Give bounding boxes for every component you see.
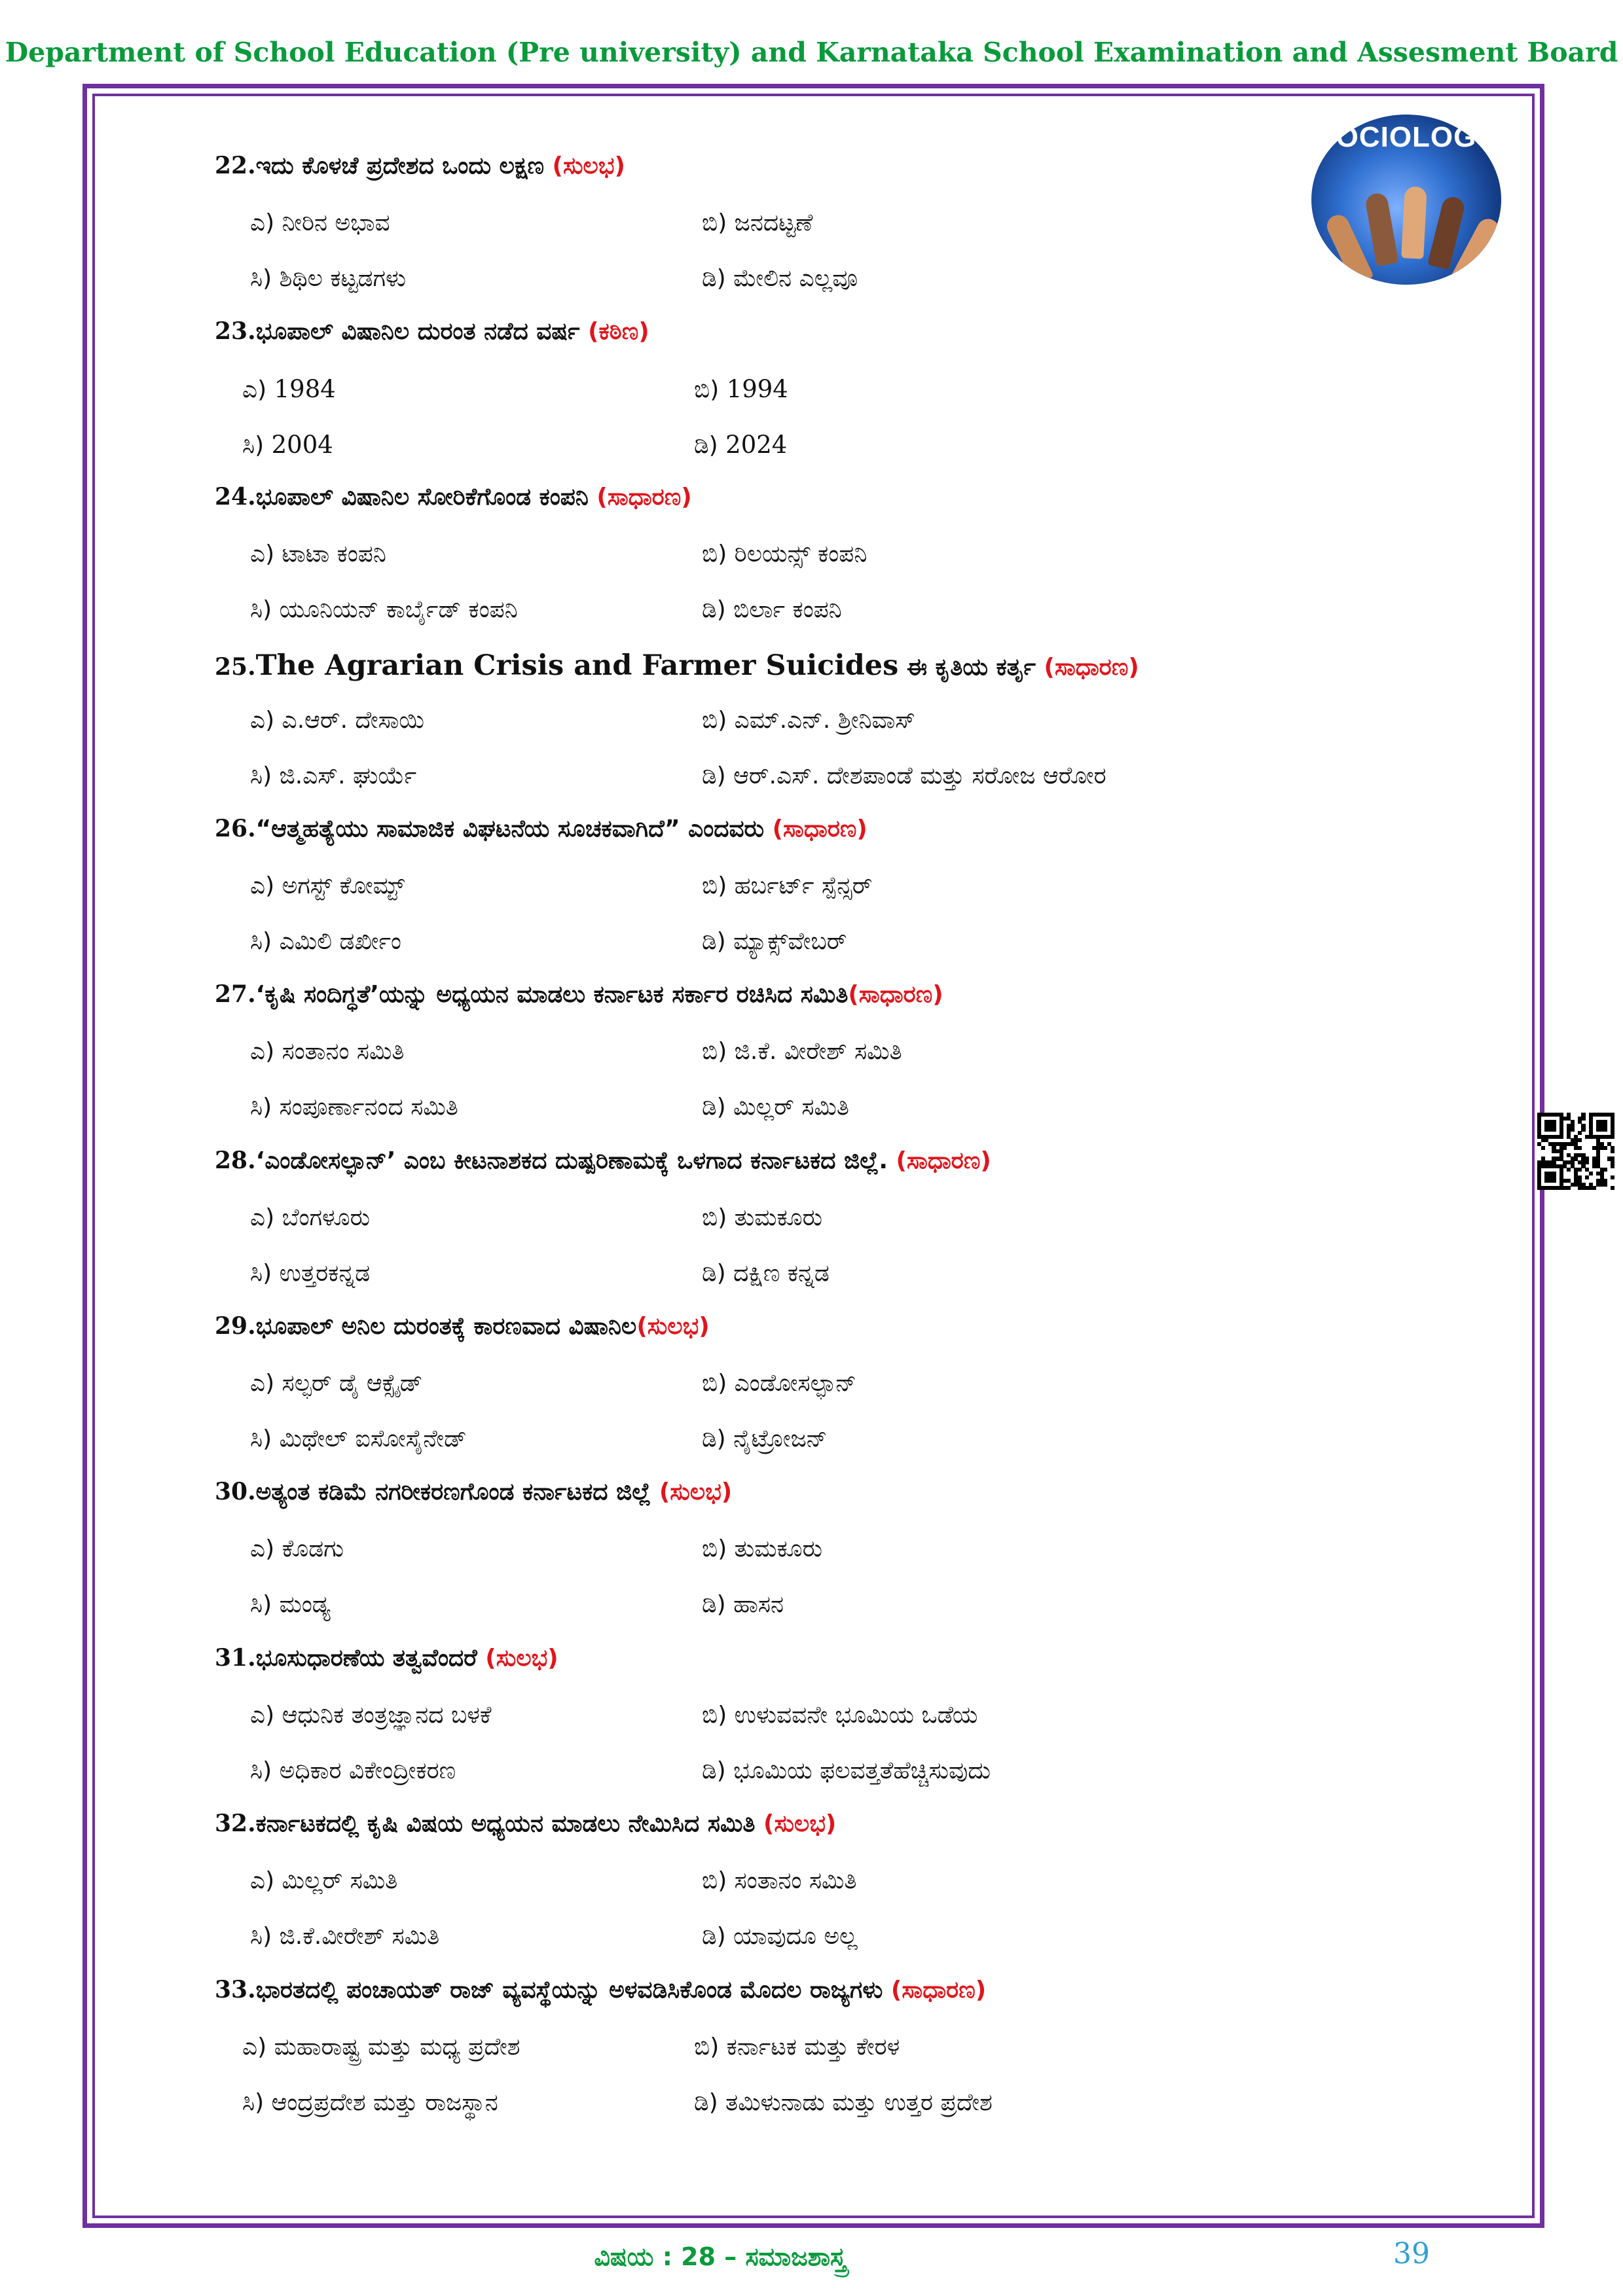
answer-option	[702, 1535, 822, 1563]
answer-option-text: ಸಿ) ಉತ್ತರಕನ್ನಡ	[250, 1260, 371, 1287]
answer-option-text: ಡಿ) ತಮಿಳುನಾಡು ಮತ್ತು ಉತ್ತರ ಪ್ರದೇಶ	[694, 2089, 993, 2116]
answer-option-text: ಸಿ) ಮಂಡ್ಯ	[250, 1591, 331, 1618]
difficulty-label: (ಸಾಧಾರಣ)	[772, 816, 867, 842]
question-number: 29.	[215, 1312, 256, 1340]
answer-option	[250, 872, 405, 900]
question-31	[215, 1644, 558, 1672]
answer-option-text: ಬಿ) ಎಂಡೋಸಲ್ಫಾನ್	[702, 1370, 857, 1397]
answer-option-text: ಡಿ)	[694, 432, 726, 459]
sociology-logo	[1311, 115, 1501, 285]
difficulty-label: (ಸುಲಭ)	[485, 1645, 558, 1672]
answer-option	[250, 265, 406, 293]
answer-option-text: ಸಿ) ಜಿ.ಕೆ.ವೀರೇಶ್ ಸಮಿತಿ	[250, 1923, 440, 1950]
answer-option-text: ಸಿ) ಜಿ.ಎಸ್. ಘುರ್ಯೆ	[250, 762, 417, 789]
answer-option	[250, 1867, 397, 1895]
answer-option	[702, 762, 1106, 790]
answer-option	[250, 1591, 331, 1619]
answer-option-text: ಸಿ) ಯೂನಿಯನ್ ಕಾರ್ಬೈಡ್ ಕಂಪನಿ	[250, 596, 518, 623]
difficulty-label: (ಸುಲಭ)	[552, 152, 625, 179]
answer-option-text: ಡಿ) ನೈಟ್ರೋಜನ್	[702, 1426, 828, 1452]
answer-option-text: ಬಿ) ರಿಲಯನ್ಸ್ ಕಂಪನಿ	[702, 541, 867, 567]
answer-option-year: 2004	[271, 431, 333, 459]
answer-option	[250, 928, 401, 956]
answer-option	[250, 1702, 492, 1729]
footer-subject: ವಿಷಯ : 28 – ಸಮಾಜಶಾಸ್ತ್ರ	[594, 2242, 847, 2271]
answer-option-text: ಡಿ) ಯಾವುದೂ ಅಲ್ಲ	[702, 1923, 858, 1950]
difficulty-label: (ಸಾಧಾರಣ)	[1044, 654, 1139, 681]
answer-option	[702, 928, 847, 956]
question-text: ‘ಕೃಷಿ ಸಂದಿಗ್ಧತೆ’ಯನ್ನು ಅಧ್ಯಯನ ಮಾಡಲು ಕರ್ನಾಟಕ ಸರ್ಕಾರ ರಚಿಸಿದ ಸಮಿತಿ	[255, 981, 848, 1008]
answer-option-text: ಎ) ಸಂತಾನಂ ಸಮಿತಿ	[250, 1038, 405, 1065]
answer-option	[702, 1260, 830, 1287]
answer-option	[702, 1757, 991, 1785]
answer-option-text: ಸಿ) ಶಿಥಿಲ ಕಟ್ಟಡಗಳು	[250, 265, 407, 292]
answer-option-text: ಎ) ಸಲ್ಫರ್ ಡೈ ಆಕ್ಸೈಡ್	[250, 1370, 423, 1397]
answer-option	[250, 1204, 370, 1232]
difficulty-label: (ಸುಲಭ)	[636, 1313, 710, 1340]
question-26	[215, 815, 867, 843]
answer-option	[702, 1702, 977, 1729]
answer-option-text: ಬಿ) ತುಮಕೂರು	[702, 1535, 823, 1562]
answer-option	[694, 431, 787, 459]
answer-option	[694, 2034, 900, 2061]
answer-option	[702, 209, 812, 237]
difficulty-label: (ಕಠಿಣ)	[588, 318, 649, 345]
question-text: ಇದು ಕೊಳಚೆ ಪ್ರದೇಶದ ಒಂದು ಲಕ್ಷಣ	[255, 152, 553, 179]
answer-option-text: ಸಿ) ಆಂದ್ರಪ್ರದೇಶ ಮತ್ತು ರಾಜಸ್ಥಾನ	[242, 2089, 498, 2116]
answer-option	[702, 596, 842, 624]
question-text: “ಆತ್ಮಹತ್ಯೆಯು ಸಾಮಾಜಿಕ ವಿಘಟನೆಯ ಸೂಚಕವಾಗಿದೆ” ಎಂದವರು	[255, 816, 773, 842]
answer-option	[250, 707, 424, 734]
difficulty-label: (ಸುಲಭ)	[763, 1810, 837, 1837]
question-text: ಈ ಕೃತಿಯ ಕರ್ತೃ	[898, 654, 1044, 681]
answer-option	[702, 541, 867, 568]
question-number: 25.	[215, 653, 256, 681]
question-number: 26.	[215, 815, 256, 842]
answer-option-text: ಬಿ) ತುಮಕೂರು	[702, 1204, 823, 1231]
answer-option-text: ಎ)	[242, 376, 274, 403]
question-29	[215, 1312, 710, 1340]
answer-option	[242, 431, 333, 459]
answer-option-text: ಬಿ) ಜಿ.ಕೆ. ವೀರೇಶ್ ಸಮಿತಿ	[702, 1038, 902, 1065]
question-text: ಕರ್ನಾಟಕದಲ್ಲಿ ಕೃಷಿ ವಿಷಯ ಅಧ್ಯಯನ ಮಾಡಲು ನೇಮಿಸಿದ ಸಮಿತಿ	[255, 1810, 763, 1837]
answer-option-text: ಡಿ) ಹಾಸನ	[702, 1591, 784, 1618]
answer-option	[694, 375, 788, 404]
answer-option	[250, 541, 386, 568]
question-text: ಅತ್ಯಂತ ಕಡಿಮೆ ನಗರೀಕರಣಗೊಂಡ ಕರ್ನಾಟಕದ ಜಿಲ್ಲೆ	[255, 1479, 659, 1505]
answer-option-text: ಎ) ಮಿಲ್ಲರ್ ಸಮಿತಿ	[250, 1867, 398, 1894]
answer-option-text: ಬಿ) ಕರ್ನಾಟಕ ಮತ್ತು ಕೇರಳ	[694, 2034, 900, 2060]
difficulty-label: (ಸಾಧಾರಣ)	[890, 1977, 987, 2003]
answer-option-year: 1994	[726, 375, 788, 403]
question-32	[215, 1810, 836, 1838]
answer-option-text: ಬಿ) ಎಮ್.ಎನ್. ಶ್ರೀನಿವಾಸ್	[702, 707, 916, 734]
answer-option-text: ಡಿ) ಮ್ಯಾಕ್ಸ್‌ವೇಬರ್	[702, 928, 847, 955]
answer-option	[702, 1038, 902, 1066]
qr-code	[1537, 1113, 1614, 1190]
answer-option-year: 1984	[274, 375, 336, 403]
answer-option	[702, 1923, 858, 1950]
answer-option	[702, 1591, 784, 1619]
question-text: ‘ಎಂಡೋಸಲ್ಫಾನ್’ ಎಂಬ ಕೀಟನಾಶಕದ ದುಷ್ಪರಿಣಾಮಕ್ಕೆ ಒಳಗಾದ ಕರ್ನಾಟಕದ ಜಿಲ್ಲೆ.	[255, 1147, 896, 1174]
answer-option-text: ಎ) ಬೆಂಗಳೂರು	[250, 1204, 371, 1231]
answer-option-text: ಬಿ)	[694, 376, 727, 403]
answer-option-text: ಎ) ಟಾಟಾ ಕಂಪನಿ	[250, 541, 386, 567]
answer-option-text: ಬಿ) ಹರ್ಬರ್ಟ್ ಸ್ಪೆನ್ಸರ್	[702, 872, 873, 899]
difficulty-label: (ಸಾಧಾರಣ)	[896, 1147, 991, 1174]
answer-option	[250, 1094, 458, 1121]
answer-option	[702, 1426, 827, 1453]
question-number: 23.	[215, 317, 256, 345]
answer-option	[250, 209, 390, 237]
question-number: 31.	[215, 1644, 256, 1672]
answer-option-text: ಸಿ)	[242, 432, 272, 459]
answer-option-year: 2024	[725, 431, 788, 459]
question-28	[215, 1147, 991, 1175]
answer-option-text: ಎ) ಅಗಸ್ಟ್ ಕೋಮ್ಟ್	[250, 872, 405, 899]
answer-option	[694, 2089, 993, 2117]
answer-option-text: ಎ) ಎ.ಆರ್. ದೇಸಾಯಿ	[250, 707, 425, 734]
answer-option-text: ಡಿ) ದಕ್ಷಿಣ ಕನ್ನಡ	[702, 1260, 830, 1287]
answer-option	[242, 2034, 520, 2061]
question-22	[215, 152, 625, 180]
answer-option-text: ಎ) ಕೊಡಗು	[250, 1535, 344, 1562]
question-number: 33.	[215, 1976, 256, 2003]
question-number: 22.	[215, 152, 256, 179]
answer-option	[250, 1038, 404, 1066]
answer-option-text: ಡಿ) ಭೂಮಿಯ ಫಲವತ್ತತೆಹೆಚ್ಚಿಸುವುದು	[702, 1757, 991, 1784]
answer-option	[242, 2089, 498, 2117]
logo-text: SOCIOLOGY	[1316, 121, 1497, 153]
question-27	[215, 980, 943, 1009]
answer-option	[702, 1867, 857, 1895]
answer-option	[250, 1260, 370, 1287]
answer-option-text: ಸಿ) ಸಂಪೂರ್ಣಾನಂದ ಸಮಿತಿ	[250, 1094, 458, 1121]
answer-option	[250, 1923, 439, 1950]
answer-option	[702, 265, 858, 293]
question-text: ಭೂಸುಧಾರಣೆಯ ತತ್ವವೆಂದರೆ	[255, 1645, 486, 1672]
answer-option-text: ಎ) ಆಧುನಿಕ ತಂತ್ರಜ್ಞಾನದ ಬಳಕೆ	[250, 1702, 492, 1729]
answer-option	[250, 1535, 344, 1563]
answer-option-text: ಬಿ) ಜನದಟ್ಟಣೆ	[702, 209, 813, 236]
answer-option	[250, 596, 518, 624]
question-text: ಭಾರತದಲ್ಲಿ ಪಂಚಾಯತ್ ರಾಜ್ ವ್ಯವಸ್ಥೆಯನ್ನು ಅಳವಡಿಸಿಕೊಂಡ ಮೊದಲ ರಾಜ್ಯಗಳು	[255, 1977, 891, 2003]
answer-option	[702, 1204, 822, 1232]
question-english-title: The Agrarian Crisis and Farmer Suicides	[255, 649, 899, 682]
answer-option-text: ಡಿ) ಮಿಲ್ಲರ್ ಸಮಿತಿ	[702, 1094, 849, 1121]
difficulty-label: (ಸಾಧಾರಣ)	[596, 484, 692, 511]
question-23	[215, 317, 649, 346]
question-number: 28.	[215, 1147, 256, 1174]
question-33	[215, 1976, 986, 2004]
answer-option	[250, 762, 416, 790]
answer-option-text: ಬಿ) ಸಂತಾನಂ ಸಮಿತಿ	[702, 1867, 857, 1894]
answer-option-text: ಎ) ಮಹಾರಾಷ್ಟ್ರ ಮತ್ತು ಮಧ್ಯ ಪ್ರದೇಶ	[242, 2034, 520, 2060]
answer-option	[702, 707, 915, 734]
answer-option	[702, 1370, 856, 1397]
answer-option-text: ಡಿ) ಬಿರ್ಲಾ ಕಂಪನಿ	[702, 596, 842, 623]
question-text: ಭೂಪಾಲ್ ಅನಿಲ ದುರಂತಕ್ಕೆ ಕಾರಣವಾದ ವಿಷಾನಿಲ	[255, 1313, 637, 1340]
question-25	[215, 649, 1139, 682]
question-number: 32.	[215, 1810, 256, 1837]
answer-option-text: ಸಿ) ಮಿಥೇಲ್ ಐಸೋಸೈನೇಡ್	[250, 1426, 467, 1452]
answer-option	[250, 1426, 467, 1453]
page-header: Department of School Education (Pre university) and Karnataka School Examination and Assesment Board	[5, 37, 1618, 68]
answer-option	[250, 1757, 456, 1785]
question-number: 30.	[215, 1478, 256, 1505]
difficulty-label: (ಸಾಧಾರಣ)	[848, 981, 943, 1008]
answer-option	[702, 872, 873, 900]
question-30	[215, 1478, 732, 1506]
answer-option-text: ಸಿ) ಅಧಿಕಾರ ವಿಕೇಂದ್ರೀಕರಣ	[250, 1757, 456, 1784]
question-number: 27.	[215, 980, 256, 1008]
question-text: ಭೂಪಾಲ್ ವಿಷಾನಿಲ ಸೋರಿಕೆಗೊಂಡ ಕಂಪನಿ	[255, 484, 597, 511]
answer-option-text: ಎ) ನೀರಿನ ಅಭಾವ	[250, 209, 390, 236]
answer-option-text: ಸಿ) ಎಮಿಲಿ ಡರ್ಖೀಂ	[250, 928, 401, 955]
answer-option	[250, 1370, 422, 1397]
question-number: 24.	[215, 483, 256, 511]
answer-option-text: ಡಿ) ಮೇಲಿನ ಎಲ್ಲವೂ	[702, 265, 858, 292]
page-number: 39	[1393, 2237, 1430, 2270]
answer-option	[242, 375, 336, 404]
question-24	[215, 483, 692, 511]
answer-option-text: ಬಿ) ಉಳುವವನೇ ಭೂಮಿಯ ಒಡೆಯ	[702, 1702, 978, 1729]
question-text: ಭೂಪಾಲ್ ವಿಷಾನಿಲ ದುರಂತ ನಡೆದ ವರ್ಷ	[255, 318, 589, 345]
answer-option-text: ಡಿ) ಆರ್.ಎಸ್. ದೇಶಪಾಂಡೆ ಮತ್ತು ಸರೋಜ ಆರೋರ	[702, 762, 1106, 789]
answer-option	[702, 1094, 849, 1121]
difficulty-label: (ಸುಲಭ)	[659, 1479, 733, 1505]
